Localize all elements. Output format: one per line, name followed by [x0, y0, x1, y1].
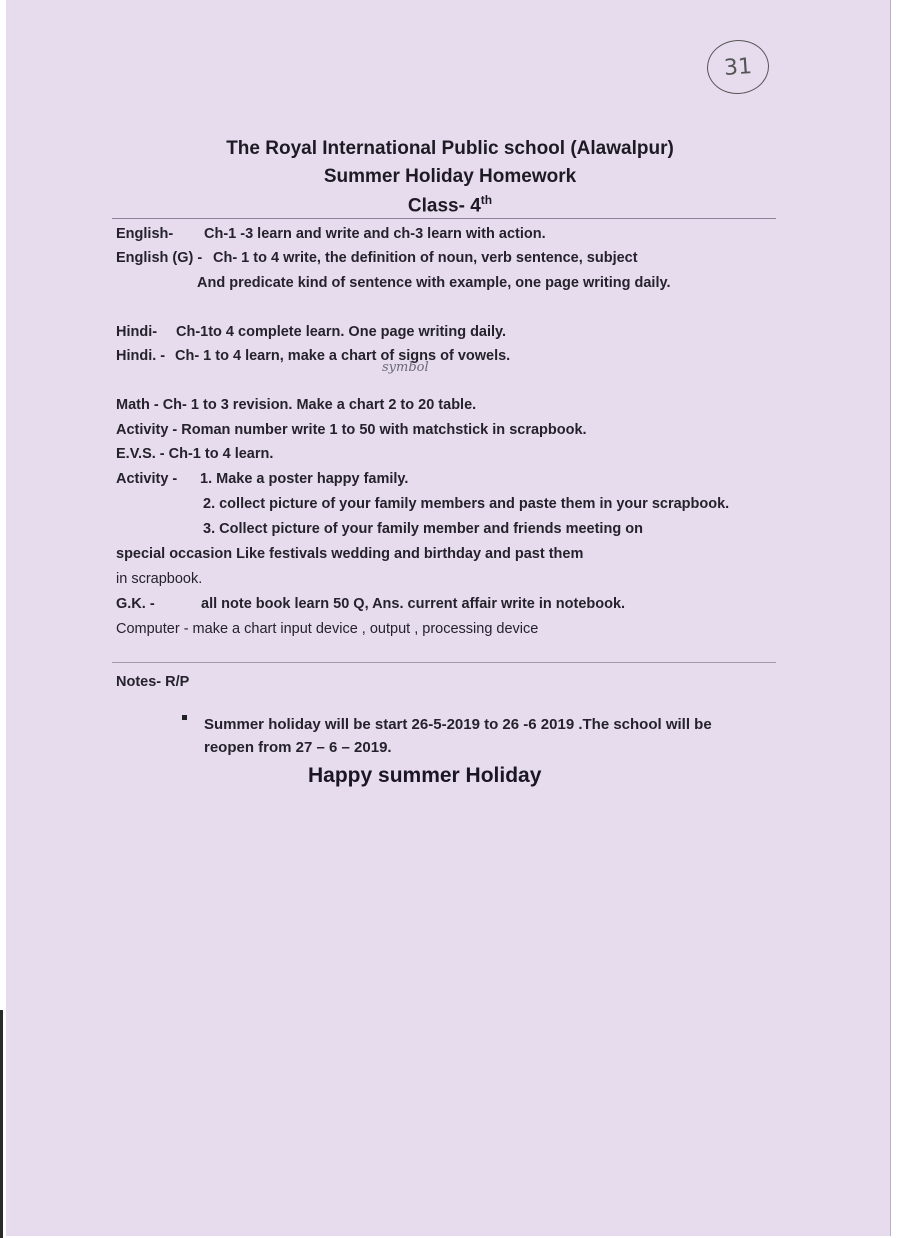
english-g-text: Ch- 1 to 4 write, the definition of noun, verb sentence, subject: [213, 250, 638, 266]
activity-label: Activity -: [116, 471, 178, 487]
hindi-text: Ch-1to 4 complete learn. One page writing daily.: [176, 324, 507, 340]
activity-math-line: Activity - Roman number write 1 to 50 with matchstick in scrapbook.: [116, 422, 587, 438]
gk-label: G.K. -: [116, 596, 155, 612]
handwritten-note: symbol: [382, 360, 429, 375]
gk-text: all note book learn 50 Q, Ans. current affair write in notebook.: [201, 596, 626, 612]
bullet-icon: [182, 715, 187, 720]
math-line: Math - Ch- 1 to 3 revision. Make a chart 2 to 20 table.: [116, 397, 477, 413]
activity-item-3-continuation: special occasion Like festivals wedding and birthday and past them: [116, 546, 584, 562]
evs-line: E.V.S. - Ch-1 to 4 learn.: [116, 446, 274, 462]
activity-item-2: 2. collect picture of your family members and paste them in your scrapbook.: [203, 496, 730, 512]
header-divider: [112, 218, 776, 219]
hindi-label: Hindi-: [116, 324, 158, 340]
section-divider: [112, 662, 776, 663]
hindi-2-text: Ch- 1 to 4 learn, make a chart of signs of vowels.: [175, 348, 511, 364]
activity-item-3: 3. Collect picture of your family member and friends meeting on: [203, 521, 643, 537]
notes-label: Notes- R/P: [116, 674, 190, 690]
hindi-2-label: Hindi. -: [116, 348, 166, 364]
english-g-continuation: And predicate kind of sentence with example, one page writing daily.: [197, 275, 671, 291]
school-name: The Royal International Public school (Alawalpur): [226, 138, 674, 159]
computer-line: Computer - make a chart input device , output , processing device: [116, 621, 539, 637]
english-label: English-: [116, 226, 174, 242]
page-number: 31: [723, 53, 753, 81]
english-g-label: English (G) -: [116, 250, 203, 266]
activity-item-3-continuation-2: in scrapbook.: [116, 571, 203, 587]
notes-bullet-line-1: Summer holiday will be start 26-5-2019 to 26 -6 2019 .The school will be: [204, 716, 712, 733]
class-heading: Class- 4th: [407, 193, 493, 217]
activity-item-1: 1. Make a poster happy family.: [200, 471, 409, 487]
notes-bullet-line-2: reopen from 27 – 6 – 2019.: [204, 739, 392, 756]
closing-message: Happy summer Holiday: [308, 764, 542, 787]
scan-edge: [0, 1010, 3, 1238]
english-text: Ch-1 -3 learn and write and ch-3 learn with action.: [204, 226, 546, 242]
document-title: Summer Holiday Homework: [323, 166, 577, 187]
